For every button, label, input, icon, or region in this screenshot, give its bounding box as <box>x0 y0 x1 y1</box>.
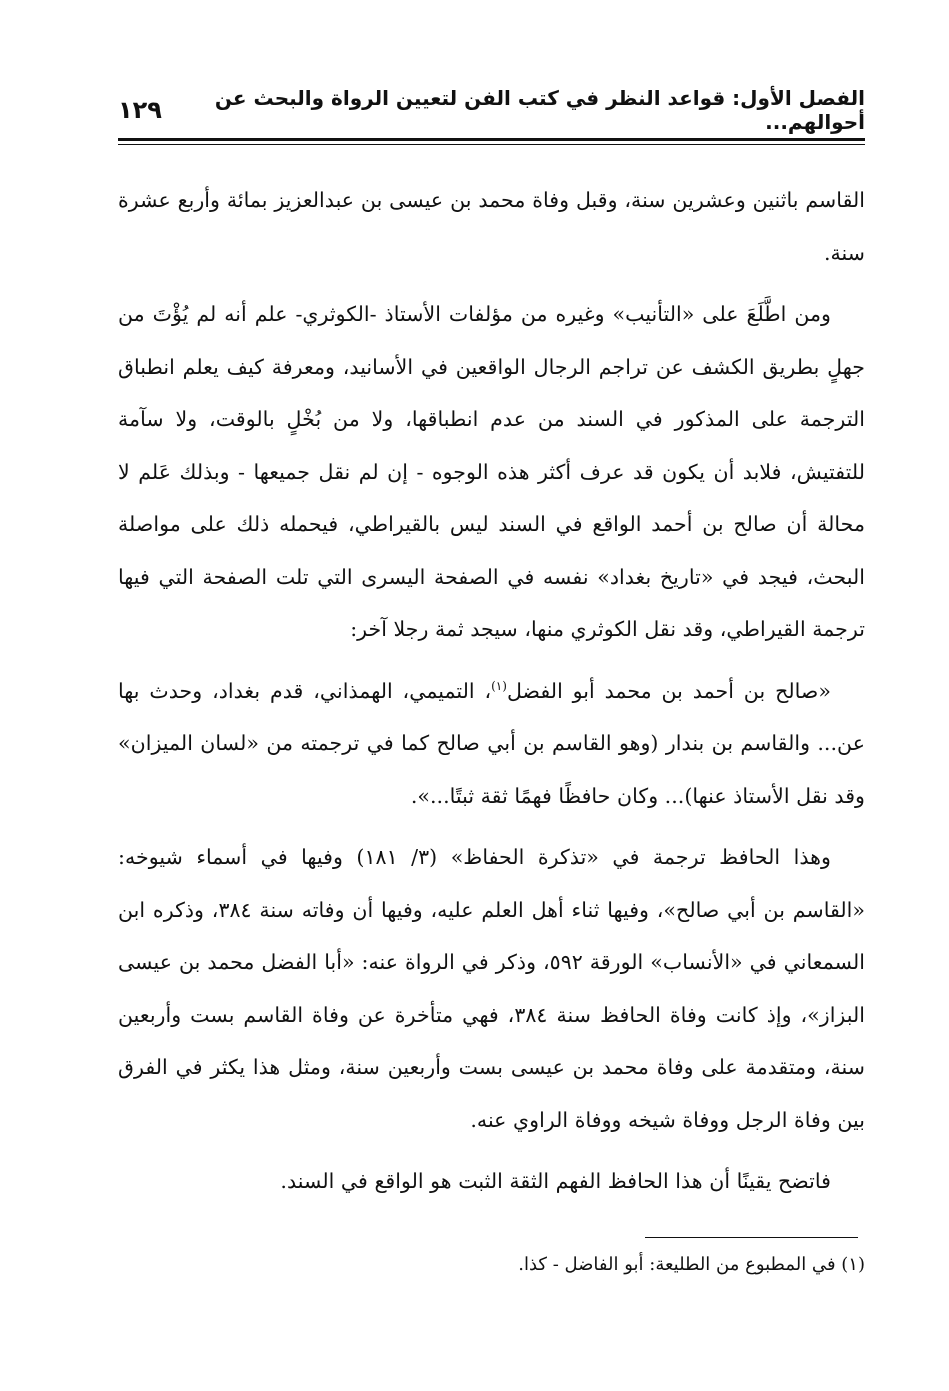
header-rule-thick <box>118 138 865 141</box>
body-text <box>118 174 865 1217</box>
footnote: (١) في المطبوع من الطليعة: أبو الفاضل - كذا. <box>518 1254 865 1275</box>
page-header <box>118 88 865 132</box>
footnote-separator <box>645 1237 858 1238</box>
paragraph-3: وهذا الحافظ ترجمة في «تذكرة الحفاظ» (٣/ ١٨١) وفيها في أسماء شيوخه: «القاسم بن أبي صالح»، وفيها ثناء أهل العلم عليه، وفيها أن وفاته سنة ٣٨٤، وذكره ابن السمعاني في «الأنساب» الورقة ٥٩٢، وذكر في الرواة عنه: «أبا الفضل محمد بن عيسى البزاز»، وإذ كانت وفاة الحافظ سنة ٣٨٤، فهي متأخرة عن وفاة القاسم بست وأربعين سنة، ومتقدمة على وفاة محمد بن عيسى بست وأربعين سنة، ومثل هذا يكثر في الفرق بين وفاة الرجل ووفاة شيخه ووفاة الراوي عنه. <box>118 845 865 1132</box>
quote-start: «صالح بن أحمد بن محمد أبو الفضل <box>506 678 831 703</box>
running-head: الفصل الأول: قواعد النظر في كتب الفن لتعيين الرواة والبحث عن أحوالهم... <box>214 86 865 134</box>
page-number: ١٢٩ <box>118 96 162 124</box>
quote-rest: ، التميمي، الهمذاني، قدم بغداد، وحدث بها عن... والقاسم بن بندار (وهو القاسم بن أبي صالح كما في ترجمته من «لسان الميزان» وقد نقل الأستاذ عنها)... وكان حافظًا فهمًا ثقة ثبتًا...». <box>118 678 865 808</box>
footnote-reference[interactable]: (١) <box>491 678 507 693</box>
header-rule-thin <box>118 144 865 145</box>
paragraph-2: ومن اطَّلَعَ على «التأنيب» وغيره من مؤلفات الأستاذ -الكوثري- علم أنه لم يُؤْتَ من جهلٍ بطريق الكشف عن تراجم الرجال الواقعين في الأسانيد، ومعرفة كيف يعلم انطباق الترجمة على المذكور في السند من عدم انطباقها، ولا من بُخْلٍ بالوقت، ولا سآمة للتفتيش، فلابد أن يكون قد عرف أكثر هذه الوجوه - إن لم نقل جميعها - وبذلك عَلم لا محالة أن صالح بن أحمد الواقع في السند ليس بالقيراطي، فيحمله ذلك على مواصلة البحث، فيجد في «تاريخ بغداد» نفسه في الصفحة اليسرى التي تلت الصفحة التي فيها ترجمة القيراطي، وقد نقل الكوثري منها، سيجد ثمة رجلا آخر: <box>118 302 865 641</box>
quoted-passage <box>118 665 865 823</box>
paragraph-4: فاتضح يقينًا أن هذا الحافظ الفهم الثقة الثبت هو الواقع في السند. <box>280 1169 831 1193</box>
paragraph-1: القاسم باثنين وعشرين سنة، وقبل وفاة محمد بن عيسى بن عبدالعزيز بمائة وأربع عشرة سنة. <box>118 188 865 265</box>
